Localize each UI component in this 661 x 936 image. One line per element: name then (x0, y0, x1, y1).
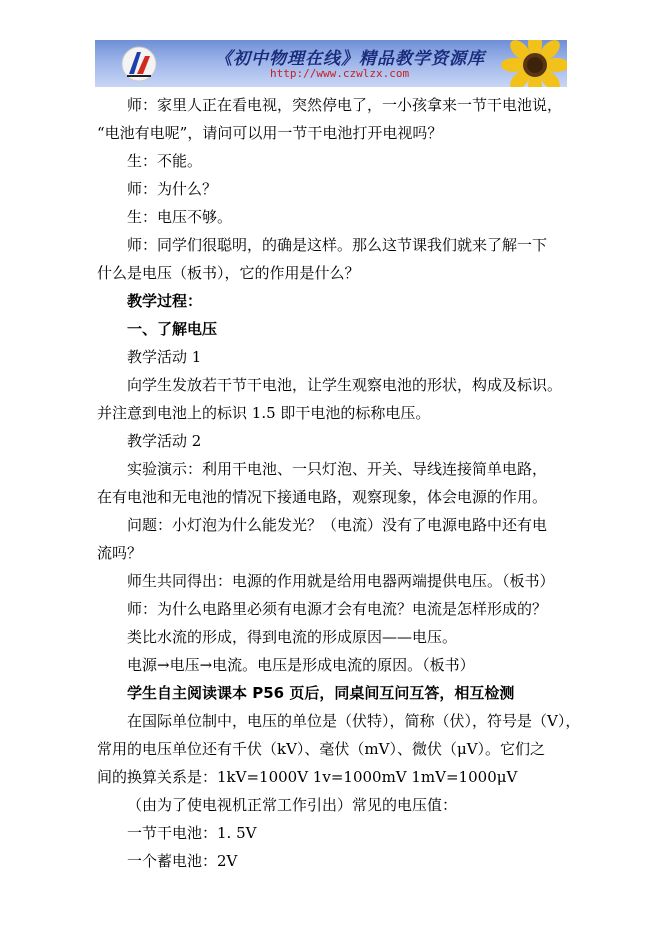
text-line: （由为了使电视机正常工作引出）常见的电压值： (127, 796, 458, 814)
text-line: 教学活动 2 (127, 432, 202, 450)
banner-url[interactable]: http://www.czwlzx.com (270, 67, 410, 80)
text-line: 在国际单位制中，电压的单位是（伏特），简称（伏），符号是（V）， (127, 712, 581, 730)
section-heading: 一、了解电压 (127, 320, 218, 338)
text-line: 师：为什么？ (127, 180, 218, 198)
text-line: 流吗？ (97, 544, 143, 562)
text-line: 生：电压不够。 (127, 208, 233, 226)
text-line: 实验演示：利用干电池、一只灯泡、开关、导线连接简单电路， (127, 460, 548, 478)
text-line: 一节干电池：1. 5V (127, 824, 257, 842)
text-line: 常用的电压单位还有千伏（kV）、毫伏（mV）、微伏（μV）。它们之 (97, 740, 546, 758)
sunflower-image (497, 40, 567, 87)
text-line: 问题：小灯泡为什么能发光？（电流）没有了电源电路中还有电 (127, 516, 548, 534)
text-line: 师：同学们很聪明，的确是这样。那么这节课我们就来了解一下 (127, 236, 548, 254)
text-line: 在有电池和无电池的情况下接通电路，观察现象，体会电源的作用。 (97, 488, 548, 506)
banner-title: 《初中物理在线》精品教学资源库 (215, 49, 485, 69)
text-line: 生：不能。 (127, 152, 203, 170)
text-line: 类比水流的形成，得到电流的形成原因——电压。 (127, 628, 458, 646)
text-line: 师：为什么电路里必须有电源才会有电流？电流是怎样形成的？ (127, 600, 548, 618)
text-line: 师：家里人正在看电视，突然停电了，一小孩拿来一节干电池说， (127, 96, 563, 114)
header-banner (95, 40, 567, 87)
text-line: 一个蓄电池：2V (127, 852, 238, 870)
section-heading: 学生自主阅读课本 P56 页后，同桌间互问互答，相互检测 (127, 684, 515, 702)
text-line: 并注意到电池上的标识 1.5 即干电池的标称电压。 (97, 404, 431, 422)
section-heading: 教学过程： (127, 292, 203, 310)
text-line: “电池有电呢”，请问可以用一节干电池打开电视吗？ (97, 124, 443, 142)
text-line: 向学生发放若干节干电池，让学生观察电池的形状，构成及标识。 (127, 376, 563, 394)
text-line: 间的换算关系是：1kV=1000V 1v=1000mV 1mV=1000μV (97, 768, 518, 786)
text-line: 电源→电压→电流。电压是形成电流的原因。（板书） (127, 656, 475, 674)
site-logo (121, 46, 157, 82)
text-line: 师生共同得出：电源的作用就是给用电器两端提供电压。（板书） (127, 572, 555, 590)
text-line: 教学活动 1 (127, 348, 202, 366)
text-line: 什么是电压（板书），它的作用是什么？ (97, 264, 360, 282)
